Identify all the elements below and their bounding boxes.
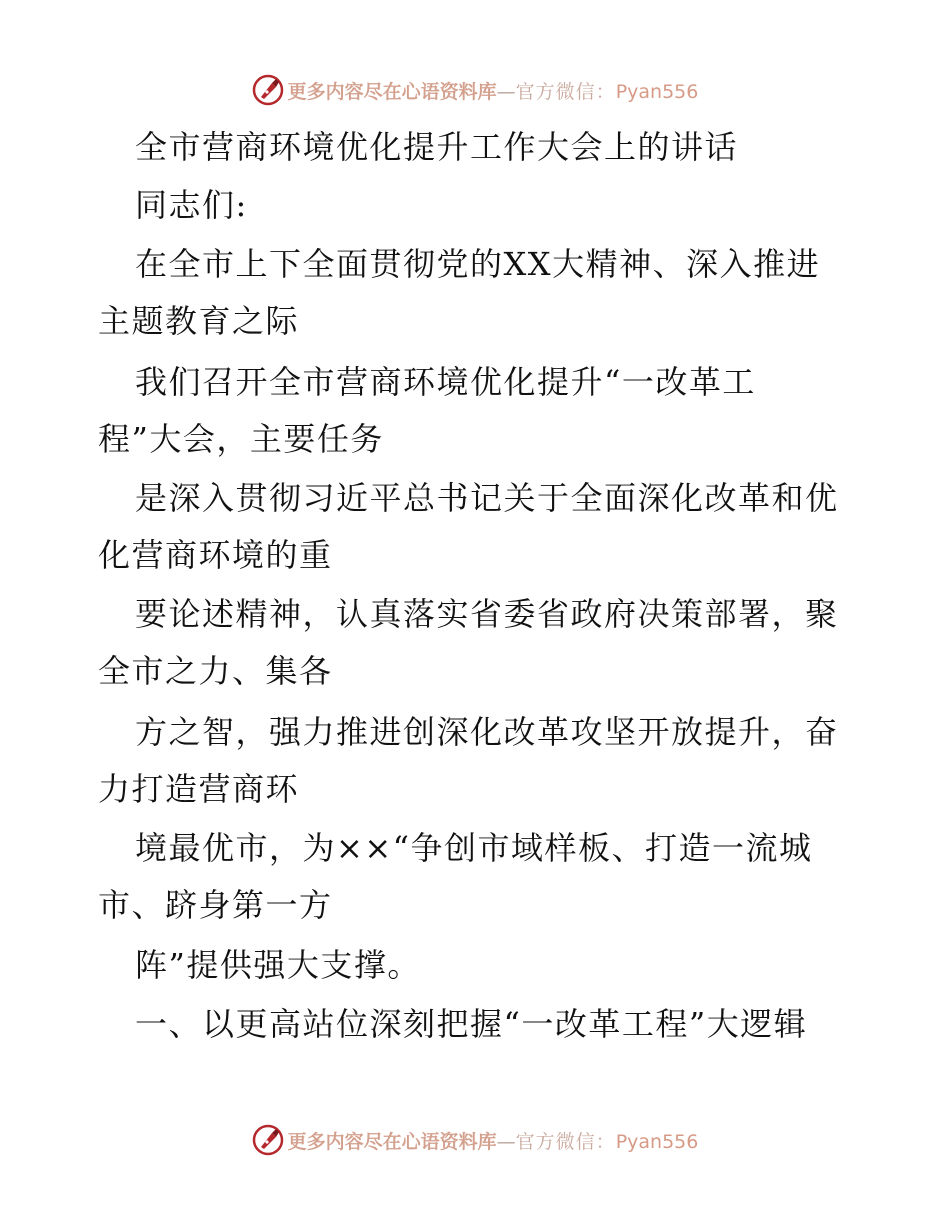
watermark-header (0, 70, 950, 110)
body-line: 化营商环境的重 (98, 536, 333, 574)
watermark-text (288, 77, 699, 104)
body-line: 市、跻身第一方 (98, 886, 333, 924)
watermark-brand: 更多内容尽在心语资料库 (287, 1130, 497, 1153)
watermark-footer (0, 1120, 950, 1160)
watermark-brand: 更多内容尽在心语资料库 (287, 80, 497, 103)
watermark-text (288, 1127, 699, 1154)
body-line: 全市之力、集各 (98, 652, 333, 690)
body-line: 是深入贯彻习近平总书记关于全面深化改革和优 (135, 479, 839, 517)
watermark-handle: Pyan556 (615, 1130, 699, 1153)
body-line: 境最优市，为××“争创市域样板、打造一流城 (135, 829, 813, 867)
body-line: 在全市上下全面贯彻党的XX大精神、深入推进 (135, 245, 821, 283)
body-line: 主题教育之际 (98, 302, 300, 340)
body-line: 程”大会，主要任务 (98, 420, 384, 458)
watermark-wechat-label: 官方微信： (515, 80, 616, 103)
section-heading: 一、以更高站位深刻把握“一改革工程”大逻辑 (135, 1005, 808, 1043)
watermark-handle: Pyan556 (615, 80, 699, 103)
watermark-wechat-label: 官方微信： (515, 1130, 616, 1153)
body-line: 要论述精神，认真落实省委省政府决策部署，聚 (135, 595, 839, 633)
watermark-dash: — (496, 80, 516, 103)
body-line: 力打造营商环 (98, 770, 300, 808)
pen-nib-logo-icon (252, 74, 284, 106)
body-line: 我们召开全市营商环境优化提升“一改革工 (135, 363, 756, 401)
watermark-dash: — (496, 1130, 516, 1153)
body-line: 阵”提供强大支撑。 (135, 946, 421, 984)
salutation: 同志们: (135, 186, 248, 224)
document-title: 全市营商环境优化提升工作大会上的讲话 (135, 128, 739, 166)
body-line: 方之智，强力推进创深化改革攻坚开放提升，奋 (135, 713, 839, 751)
pen-nib-logo-icon (252, 1124, 284, 1156)
